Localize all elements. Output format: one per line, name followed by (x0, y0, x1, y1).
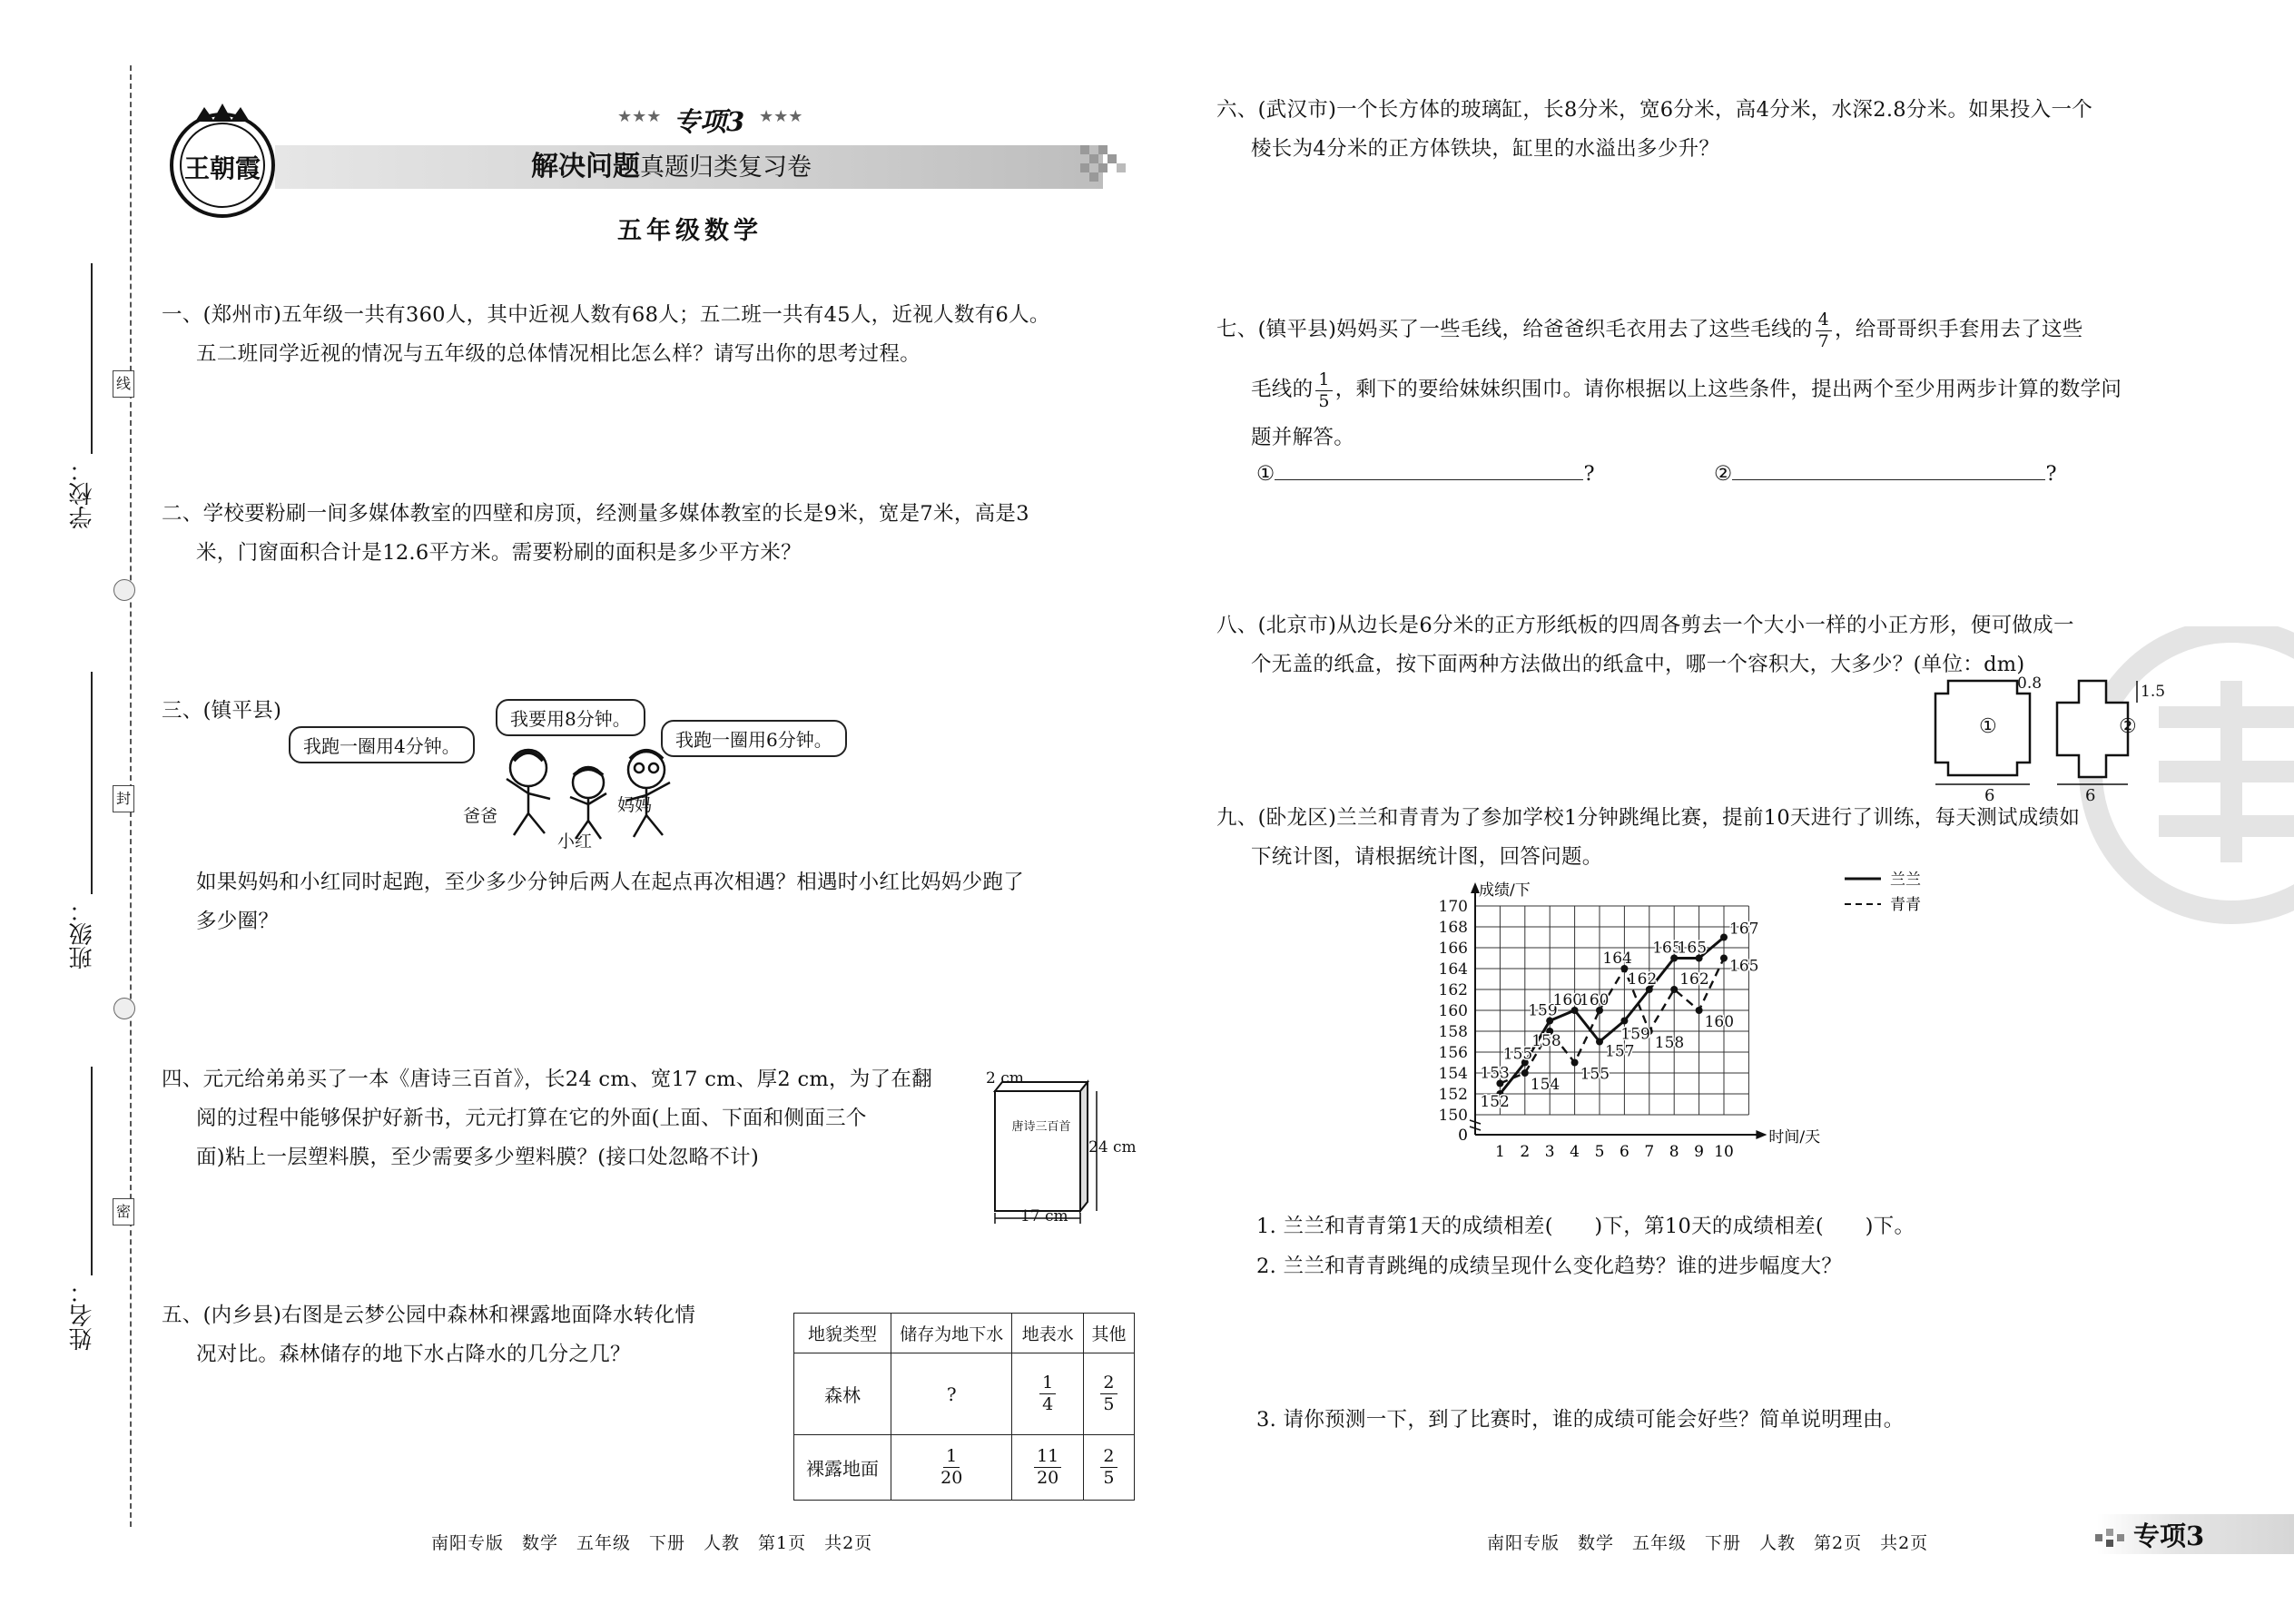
seal-char-mi: 密 (113, 1198, 134, 1225)
data-label: 152 (1480, 1093, 1510, 1111)
box-figure-1-label: ① (1979, 715, 1997, 738)
question-9-line1: 九、(卧龙区)兰兰和青青为了参加学校1分钟跳绳比赛，提前10天进行了训练，每天测试成绩如 (1216, 806, 2081, 830)
data-point (1620, 1018, 1628, 1025)
x-tick-label: 2 (1520, 1143, 1531, 1161)
table-row-forest-other: $\frac{2}{5}$ (1083, 1353, 1134, 1435)
question-5 (162, 1296, 797, 1374)
data-label: 159 (1620, 1025, 1650, 1044)
data-label: 167 (1729, 920, 1759, 939)
question-2 (162, 495, 1160, 573)
x-tick-label: 5 (1594, 1143, 1605, 1161)
y-tick-label: 170 (1438, 898, 1468, 916)
data-label: 160 (1704, 1013, 1735, 1031)
table-header-landform: 地貌类型 (794, 1314, 891, 1353)
question-3-label: 三、(镇平县) (162, 699, 282, 723)
question-4-line1: 四、元元给弟弟买了一本《唐诗三百首》，长24 cm、宽17 cm、厚2 cm，为了在翻 (162, 1068, 932, 1091)
box-figure-1-cut: 0.8 (2017, 674, 2043, 693)
box-figure-2-side: 6 (2085, 786, 2096, 805)
question-9-sub2: 2. 兰兰和青青跳绳的成绩呈现什么变化趋势？谁的进步幅度大？ (1256, 1255, 1843, 1278)
footer-left: 南阳专版 数学 五年级 下册 人教 第1页 共2页 (431, 1533, 873, 1553)
y-tick-label: 154 (1438, 1065, 1468, 1083)
fraction-one-fifth: $\frac{1}{5}$ (1315, 369, 1332, 412)
question-5-line1: 五、(内乡县)右图是云梦公园中森林和裸露地面降水转化情 (162, 1304, 696, 1327)
question-9-line2: 下统计图，请根据统计图，回答问题。 (1251, 845, 1603, 869)
name-label: 姓名： (69, 1280, 96, 1351)
series-title: 专项3 (674, 106, 745, 137)
binding-knot-icon (113, 998, 135, 1019)
box-net-figures (1925, 672, 2161, 808)
binding-knot-icon (113, 579, 135, 601)
chart-legend (1845, 871, 1921, 914)
series-stars-right: ★★★ (759, 107, 803, 126)
data-point (1521, 1069, 1529, 1077)
book-dim-height: 24 cm (1088, 1138, 1137, 1156)
table-header-surface: 地表水 (1012, 1314, 1083, 1353)
data-label: 158 (1654, 1034, 1685, 1052)
y-tick-label: 158 (1438, 1023, 1468, 1041)
y-tick-label: 162 (1438, 981, 1468, 999)
chart-labels (1439, 881, 1821, 1161)
table-header-other: 其他 (1083, 1314, 1134, 1353)
y-tick-label: 152 (1438, 1086, 1468, 1104)
checker-decoration-icon (1080, 136, 1144, 200)
book-title: 唐诗三百首 (1011, 1120, 1071, 1134)
seal-char-xian: 线 (113, 370, 134, 398)
y-tick-label: 160 (1438, 1002, 1468, 1020)
data-label: 165 (1729, 957, 1759, 976)
question-7-line1: 七、(镇平县)妈妈买了一些毛线，给爸爸织毛衣用去了这些毛线的 $\frac{4}{7}$ ，给哥哥织手套用去了这些 (1216, 309, 2083, 351)
seal-char-feng: 封 (113, 785, 134, 812)
box-figure-2-cut: 1.5 (2141, 683, 2166, 701)
data-point (1670, 986, 1678, 993)
question-7-line3: 题并解答。 (1251, 426, 1355, 449)
data-label: 160 (1552, 991, 1583, 1009)
data-label: 158 (1531, 1032, 1561, 1050)
logo (163, 102, 281, 220)
data-point (1596, 1038, 1603, 1046)
question-9 (1216, 799, 2260, 877)
data-label: 165 (1677, 939, 1708, 958)
x-tick-label: 4 (1570, 1143, 1580, 1161)
question-1-line1: 一、(郑州市)五年级一共有360人，其中近视人数有68人；五二班一共有45人，近视人数有6人。 (162, 303, 1050, 327)
y-tick-label: 150 (1438, 1107, 1468, 1125)
question-2-line2: 米，门窗面积合计是12.6平方米。需要粉刷的面积是多少平方米？ (196, 541, 802, 565)
y-axis-label: 成绩/下 (1479, 881, 1531, 900)
question-6 (1216, 91, 2260, 169)
data-label: 153 (1480, 1064, 1510, 1083)
series-stars-left: ★★★ (617, 107, 662, 126)
x-tick-label: 9 (1694, 1143, 1705, 1161)
speech-bubble-mom: 我跑一圈用6分钟。 (661, 720, 847, 757)
legend-label: 青青 (1890, 896, 1921, 914)
question-7 (1216, 300, 2260, 456)
data-label: 157 (1605, 1042, 1635, 1061)
x-axis-arrow-icon (1756, 1130, 1767, 1139)
data-label: 155 (1502, 1045, 1533, 1064)
chart-grid (1475, 906, 1748, 1115)
footer-right: 南阳专版 数学 五年级 下册 人教 第2页 共2页 (1487, 1533, 1929, 1553)
book-dim-width: 17 cm (1020, 1207, 1068, 1225)
footer-badge-squares-icon (2095, 1525, 2132, 1550)
question-2-line1: 二、学校要粉刷一间多媒体教室的四壁和房顶，经测量多媒体教室的长是9米，宽是7米，高是3 (162, 502, 1029, 526)
name-blank[interactable] (91, 1067, 93, 1275)
question-1-line2: 五二班同学近视的情况与五年级的总体情况相比怎么样？请写出你的思考过程。 (196, 342, 921, 366)
book-dim-thickness: 2 cm (986, 1069, 1024, 1088)
x-tick-label: 1 (1494, 1143, 1505, 1161)
speech-bubble-xiaohong: 我要用8分钟。 (496, 699, 645, 736)
footer-badge: 专项3 (2133, 1521, 2205, 1551)
name-dad: 爸爸 (463, 806, 498, 826)
x-tick-label: 8 (1669, 1143, 1679, 1161)
table-row-bare-label: 裸露地面 (794, 1435, 891, 1501)
question-6-line1: 六、(武汉市)一个长方体的玻璃缸，长8分米，宽6分米，高4分米，水深2.8分米。如果投入一个 (1216, 98, 2093, 122)
school-blank[interactable] (91, 263, 93, 454)
question-7-blank-2[interactable]: ② ? (1714, 454, 2057, 494)
data-label: 164 (1602, 950, 1632, 968)
table-header-groundwater: 储存为地下水 (891, 1314, 1011, 1353)
jump-rope-line-chart (1434, 871, 1979, 1207)
question-9-sub3: 3. 请你预测一下，到了比赛时，谁的成绩可能会好些？简单说明理由。 (1256, 1408, 1905, 1432)
data-label: 162 (1679, 970, 1709, 989)
data-label: 160 (1580, 991, 1610, 1009)
question-3-line1: 如果妈妈和小红同时起跑，至少多少分钟后两人在起点再次相遇？相遇时小红比妈妈少跑了 (196, 871, 1025, 894)
question-7-blank-1[interactable]: ① ? (1256, 454, 1595, 494)
y-tick-label: 164 (1438, 960, 1468, 979)
question-9-sub1: 1. 兰兰和青青第1天的成绩相差( )下，第10天的成绩相差( )下。 (1256, 1215, 1915, 1238)
data-label: 155 (1580, 1065, 1610, 1084)
class-blank[interactable] (91, 672, 93, 894)
y-tick-label: 166 (1438, 940, 1468, 958)
question-4 (162, 1060, 979, 1177)
table-row-forest-surface: $\frac{1}{4}$ (1012, 1353, 1083, 1435)
data-label: 165 (1652, 939, 1682, 958)
y-tick-label: 168 (1438, 919, 1468, 937)
box-figure-1-side: 6 (1984, 786, 1995, 805)
fraction-four-sevenths: $\frac{4}{7}$ (1816, 310, 1832, 352)
box-figure-2-label: ② (2119, 715, 2137, 738)
data-label: 162 (1627, 970, 1658, 989)
name-mom: 妈妈 (617, 795, 653, 815)
table-row-forest-label: 森林 (794, 1353, 891, 1435)
question-3 (196, 863, 1158, 941)
table-row-bare-surface: $\frac{11}{20}$ (1012, 1435, 1083, 1501)
x-tick-label: 10 (1714, 1143, 1734, 1161)
data-point (1696, 1007, 1703, 1014)
question-3-line2: 多少圈？ (196, 910, 280, 933)
x-tick-label: 6 (1619, 1143, 1629, 1161)
question-1 (162, 296, 1160, 374)
title-bold: 解决问题 (531, 151, 640, 182)
school-label: 学校： (69, 458, 96, 529)
table-row-bare-groundwater: $\frac{1}{20}$ (891, 1435, 1011, 1501)
question-8-line2: 个无盖的纸盒，按下面两种方法做出的纸盒中，哪一个容积大，大多少？(单位：dm) (1251, 653, 2025, 676)
x-tick-label: 3 (1544, 1143, 1555, 1161)
name-xiaohong: 小红 (557, 832, 593, 851)
x-tick-label: 7 (1644, 1143, 1655, 1161)
logo-text: 王朝霞 (183, 153, 261, 183)
data-label: 154 (1530, 1076, 1561, 1094)
question-8-line1: 八、(北京市)从边长是6分米的正方形纸板的四周各剪去一个大小一样的小正方形，便可做成一 (1216, 614, 2074, 637)
y-tick-label: 156 (1438, 1044, 1468, 1062)
legend-label: 兰兰 (1890, 871, 1921, 889)
data-point (1571, 1059, 1579, 1067)
speech-bubble-dad: 我跑一圈用4分钟。 (289, 726, 475, 763)
class-label: 班级： (69, 899, 96, 969)
question-6-line2: 棱长为4分米的正方体铁块，缸里的水溢出多少升？ (1251, 137, 1720, 161)
data-label: 159 (1528, 1001, 1558, 1020)
x-axis-label: 时间/天 (1768, 1128, 1821, 1147)
question-4-line3: 面)粘上一层塑料膜，至少需要多少塑料膜？(接口处忽略不计) (196, 1146, 760, 1169)
subtitle: 五年级数学 (617, 217, 763, 245)
table-row-forest-groundwater: ? (891, 1353, 1011, 1435)
question-4-line2: 阅的过程中能够保护好新书，元元打算在它的外面(上面、下面和侧面三个 (196, 1107, 867, 1130)
data-point (1720, 955, 1728, 962)
data-point (1720, 934, 1728, 941)
table-row-bare-other: $\frac{2}{5}$ (1083, 1435, 1134, 1501)
title-rest: 真题归类复习卷 (640, 153, 812, 182)
y-origin-label: 0 (1458, 1127, 1468, 1145)
question-5-line2: 况对比。森林储存的地下水占降水的几分之几？ (196, 1343, 631, 1366)
rainfall-table (793, 1313, 1135, 1501)
question-7-line2: 毛线的 $\frac{1}{5}$ ，剩下的要给妹妹织围巾。请你根据以上这些条件，提出两个至少用两步计算的数学问 (1251, 369, 2122, 411)
page-title (531, 145, 812, 192)
